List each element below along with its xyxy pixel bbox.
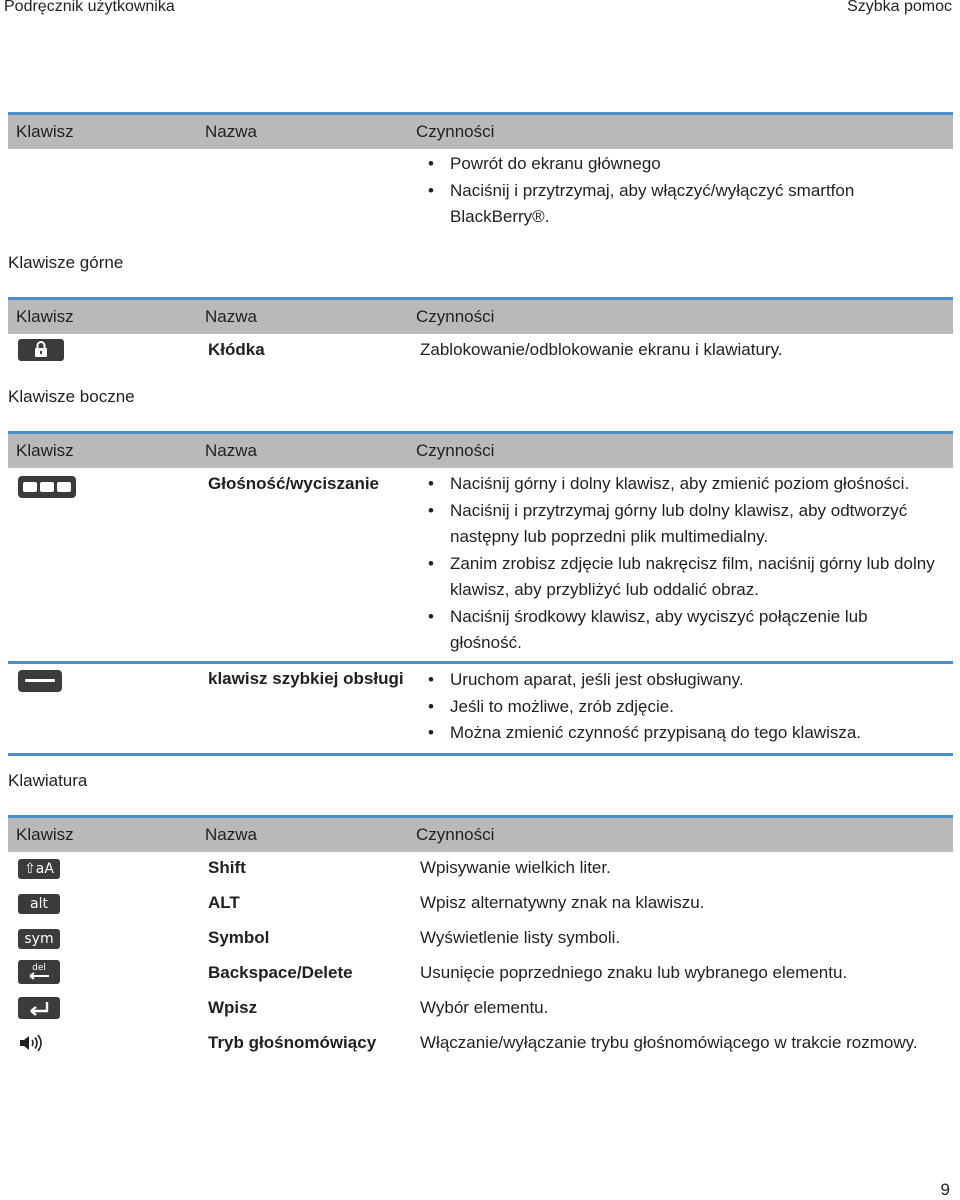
- column-header-action: Czynności: [416, 441, 495, 460]
- table-row: [8, 468, 953, 664]
- key-name: Shift: [208, 858, 246, 877]
- key-action: Wyświetlenie listy symboli.: [420, 928, 621, 947]
- column-header-key: Klawisz: [16, 122, 74, 141]
- list-item: • Jeśli to możliwe, zrób zdjęcie.: [420, 694, 940, 721]
- action-list: [420, 151, 940, 231]
- table-row: [8, 852, 953, 887]
- shift-key-icon: ⇧aA: [18, 859, 60, 879]
- column-header-key: Klawisz: [16, 825, 74, 844]
- keyboard-table: [8, 815, 953, 1087]
- sym-key-icon: sym: [18, 929, 60, 949]
- column-header-name: Nazwa: [205, 825, 257, 844]
- list-item: • Zanim zrobisz zdjęcie lub nakręcisz film, naciśnij górny lub dolny klawisz, aby przybliżyć lub oddalić obraz.: [420, 551, 940, 604]
- column-header-name: Nazwa: [205, 122, 257, 141]
- svg-text:del: del: [32, 963, 46, 973]
- page-header-right: Szybka pomoc: [847, 0, 952, 15]
- delete-key-icon: [18, 960, 60, 989]
- key-action: Wybór elementu.: [420, 998, 549, 1017]
- key-name: klawisz szybkiej obsługi: [208, 669, 404, 688]
- key-name: Głośność/wyciszanie: [208, 474, 380, 493]
- table-row: [8, 664, 953, 756]
- key-name: ALT: [208, 893, 240, 912]
- table-header: [8, 431, 953, 468]
- column-header-key: Klawisz: [16, 441, 74, 460]
- key-action: Włączanie/wyłączanie trybu głośnomówiącego w trakcie rozmowy.: [420, 1033, 918, 1052]
- column-header-action: Czynności: [416, 307, 495, 326]
- section-title-side-keys: Klawisze boczne: [8, 387, 135, 406]
- list-item: • Naciśnij i przytrzymaj, aby włączyć/wyłączyć smartfon BlackBerry®.: [420, 178, 940, 231]
- list-item: • Naciśnij i przytrzymaj górny lub dolny klawisz, aby odtworzyć następny lub poprzedni plik multimedialny.: [420, 498, 940, 551]
- key-name: Tryb głośnomówiący: [208, 1033, 377, 1052]
- column-header-name: Nazwa: [205, 307, 257, 326]
- volume-keys-icon: [18, 476, 76, 503]
- action-list: [420, 667, 940, 747]
- side-keys-table: [8, 431, 953, 756]
- table-row: [8, 992, 953, 1027]
- section-title-keyboard: Klawiatura: [8, 771, 88, 790]
- page-number: 9: [940, 1180, 950, 1199]
- list-item: • Uruchom aparat, jeśli jest obsługiwany.: [420, 667, 940, 694]
- list-item: • Naciśnij środkowy klawisz, aby wyciszyć połączenie lub głośność.: [420, 604, 940, 657]
- enter-key-icon: [18, 997, 60, 1024]
- speakerphone-icon: [18, 1032, 44, 1059]
- key-action: Usunięcie poprzedniego znaku lub wybranego elementu.: [420, 963, 848, 982]
- action-list: [420, 471, 940, 657]
- column-header-action: Czynności: [416, 825, 495, 844]
- table-row: [8, 334, 953, 368]
- table-row: [8, 149, 953, 239]
- table-header: [8, 297, 953, 334]
- key-name: Kłódka: [208, 340, 265, 359]
- table-row: [8, 922, 953, 957]
- list-item: • Można zmienić czynność przypisaną do tego klawisza.: [420, 720, 940, 747]
- table-header: [8, 112, 953, 149]
- column-header-key: Klawisz: [16, 307, 74, 326]
- key-action: Wpisz alternatywny znak na klawiszu.: [420, 893, 705, 912]
- top-keys-table: [8, 297, 953, 368]
- table-row: [8, 957, 953, 992]
- key-name: Wpisz: [208, 998, 258, 1017]
- section-title-top-keys: Klawisze górne: [8, 253, 124, 272]
- column-header-name: Nazwa: [205, 441, 257, 460]
- key-name: Symbol: [208, 928, 270, 947]
- key-action: Wpisywanie wielkich liter.: [420, 858, 611, 877]
- page-header-left: Podręcznik użytkownika: [4, 0, 175, 15]
- key-action: Zablokowanie/odblokowanie ekranu i klawiatury.: [420, 340, 783, 359]
- convenience-key-icon: [18, 670, 62, 697]
- column-header-action: Czynności: [416, 122, 495, 141]
- home-key-table: [8, 112, 953, 239]
- list-item: • Powrót do ekranu głównego: [420, 151, 940, 178]
- key-name: Backspace/Delete: [208, 963, 353, 982]
- lock-icon: [18, 339, 64, 366]
- alt-key-icon: alt: [18, 894, 60, 914]
- table-header: [8, 815, 953, 852]
- table-row: [8, 887, 953, 922]
- list-item: • Naciśnij górny i dolny klawisz, aby zmienić poziom głośności.: [420, 471, 940, 498]
- table-row: [8, 1027, 953, 1087]
